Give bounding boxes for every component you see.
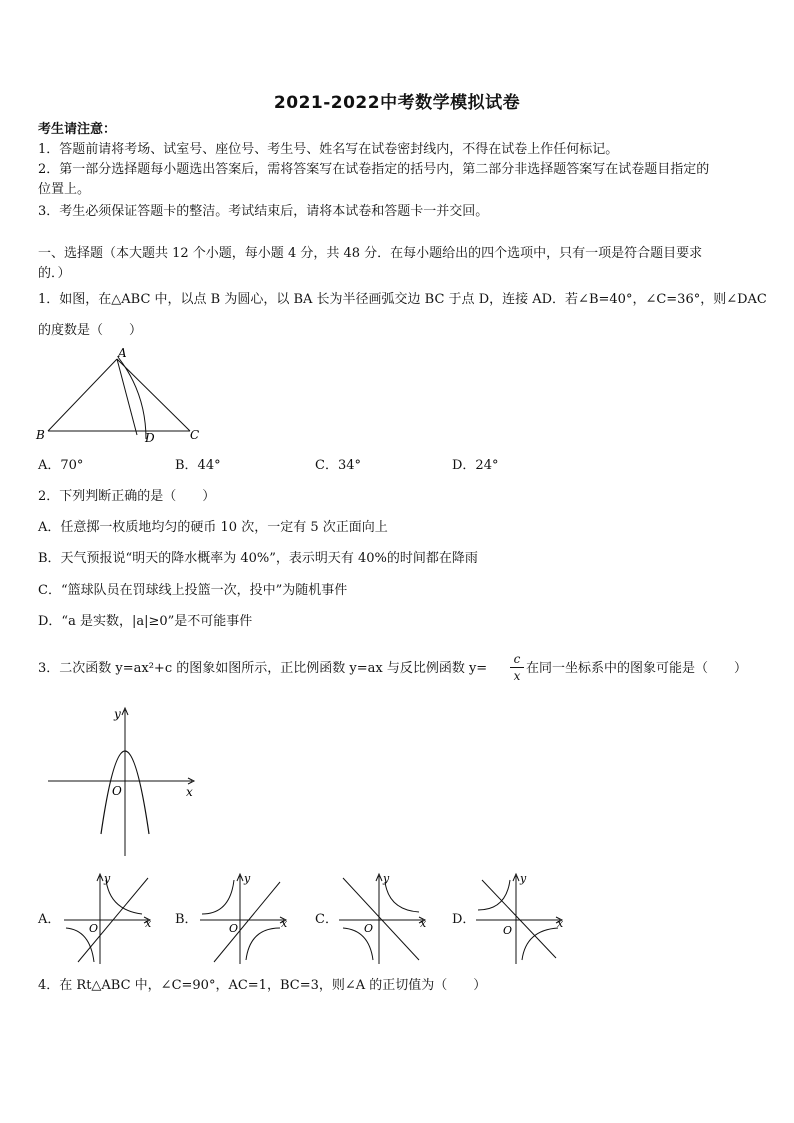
hyperbola-q4	[522, 928, 558, 960]
svg-text:O: O	[364, 922, 374, 935]
x-label: x	[186, 785, 193, 799]
q1-option-c: C．34°	[315, 458, 361, 473]
notice-item-2: 2．第一部分选择题每小题选出答案后，需将答案写在试卷指定的括号内，第二部分非选择题答案写在试卷题目指定的	[38, 162, 710, 177]
side-ac	[117, 359, 190, 431]
label-b: B	[36, 428, 45, 442]
fraction-denominator: x	[513, 669, 521, 683]
svg-text:O: O	[229, 922, 239, 935]
q3-option-a-graph	[60, 870, 156, 966]
line-y-ax	[343, 878, 419, 960]
origin-label: O	[112, 784, 122, 798]
q1-triangle-figure	[30, 345, 220, 445]
hyperbola-q4	[246, 928, 280, 960]
y-label: y	[114, 707, 121, 721]
q1-option-a: A．70°	[38, 458, 84, 473]
q2-stem: 2．下列判断正确的是（ ）	[38, 489, 216, 504]
label-d: D	[145, 431, 155, 445]
svg-text:y: y	[520, 872, 527, 885]
q3-option-b-graph	[196, 870, 292, 966]
q3-fraction	[510, 652, 524, 683]
q4-stem: 4．在 Rt△ABC 中，∠C=90°，AC=1，BC=3，则∠A 的正切值为（ ）	[38, 978, 487, 993]
svg-text:x: x	[420, 917, 427, 930]
arc-ad	[118, 357, 146, 439]
side-ba	[48, 359, 117, 431]
svg-text:x: x	[557, 917, 564, 930]
hyperbola-q1	[385, 882, 419, 912]
q1-option-b: B．44°	[175, 458, 221, 473]
line-y-ax	[214, 882, 280, 962]
section-heading-cont: 的．）	[38, 266, 71, 281]
q3-stem: 3．二次函数 y=ax²+c 的图象如图所示，正比例函数 y=ax 与反比例函数 y=	[38, 661, 488, 676]
label-c: C	[190, 428, 200, 442]
q3-parabola-figure	[44, 700, 204, 860]
exam-title: 2021-2022中考数学模拟试卷	[273, 93, 521, 113]
svg-text:O: O	[503, 924, 513, 937]
q3-stem-cont: 在同一坐标系中的图象可能是（ ）	[526, 661, 748, 676]
q3-option-c-label: C．	[315, 912, 338, 927]
hyperbola-q2	[478, 880, 510, 910]
notice-item-1: 1．答题前请将考场、试室号、座位号、考生号、姓名写在试卷密封线内，不得在试卷上作任何标记。	[38, 142, 619, 157]
svg-text:x: x	[281, 917, 288, 930]
notice-heading: 考生请注意：	[38, 122, 117, 137]
q1-option-d: D．24°	[452, 458, 499, 473]
q2-option-d: D．“a 是实数，|a|≥0”是不可能事件	[38, 614, 253, 629]
q2-option-b: B．天气预报说“明天的降水概率为 40%”，表示明天有 40%的时间都在降雨	[38, 551, 478, 566]
q3-option-b-label: B．	[175, 912, 198, 927]
q1-stem-cont: 的度数是（ ）	[38, 323, 143, 338]
svg-text:O: O	[89, 922, 99, 935]
svg-text:y: y	[383, 872, 390, 885]
q1-stem: 1．如图，在△ABC 中，以点 B 为圆心，以 BA 长为半径画弧交边 BC 于点 D，连接 AD．若∠B=40°，∠C=36°，则∠DAC	[38, 292, 767, 307]
label-a: A	[118, 346, 127, 360]
hyperbola-q2	[202, 880, 234, 914]
notice-item-2-cont: 位置上。	[38, 182, 91, 197]
section-heading: 一、选择题（本大题共 12 个小题，每小题 4 分，共 48 分．在每小题给出的四个选项中，只有一项是符合题目要求	[38, 246, 703, 261]
svg-text:y: y	[104, 872, 111, 885]
q2-option-c: C．“篮球队员在罚球线上投篮一次，投中”为随机事件	[38, 583, 348, 598]
fraction-bar	[510, 667, 524, 668]
line-y-ax	[482, 880, 556, 958]
notice-item-3: 3．考生必须保证答题卡的整洁。考试结束后，请将本试卷和答题卡一并交回。	[38, 204, 489, 219]
fraction-numerator: c	[513, 652, 521, 666]
svg-text:y: y	[244, 872, 251, 885]
svg-text:x: x	[145, 917, 152, 930]
q3-option-d-label: D．	[452, 912, 476, 927]
q2-option-a: A．任意掷一枚质地均匀的硬币 10 次，一定有 5 次正面向上	[38, 520, 388, 535]
q3-option-a-label: A．	[38, 912, 61, 927]
q3-option-c-graph	[335, 870, 431, 966]
q3-option-d-graph	[472, 870, 568, 966]
hyperbola-q1	[106, 880, 142, 914]
